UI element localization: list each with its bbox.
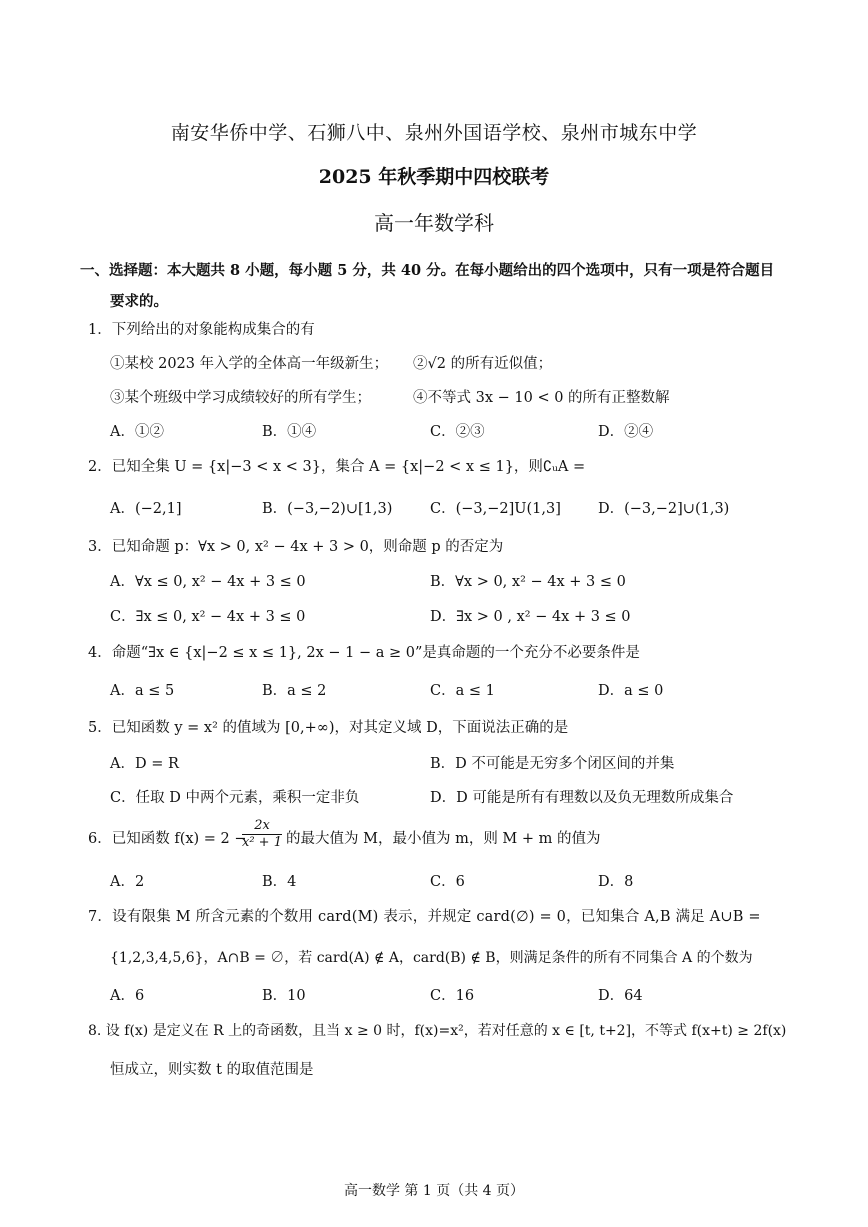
q4-option-c: C．a ≤ 1	[430, 683, 495, 699]
school-names: 南安华侨中学、石狮八中、泉州外国语学校、泉州市城东中学	[170, 122, 698, 144]
q1-item-4: ④不等式 3x − 10 < 0 的所有正整数解	[413, 390, 670, 406]
q5-option-b: B．D 不可能是无穷多个闭区间的并集	[430, 756, 675, 772]
q3-option-a: A．∀x ≤ 0, x² − 4x + 3 ≤ 0	[110, 574, 306, 590]
q6-stem-post: 的最大值为 M，最小值为 m，则 M + m 的值为	[286, 831, 601, 847]
q6-stem-pre: 6．已知函数 f(x) = 2 −	[88, 831, 247, 847]
subject-title: 高一年数学科	[374, 211, 494, 235]
q6-fraction	[242, 818, 282, 851]
q1-item-2: ②√2 的所有近似值；	[413, 356, 553, 372]
q7-option-b: B．10	[262, 988, 306, 1004]
q2-option-b: B．(−3,−2)∪[1,3)	[262, 501, 393, 517]
q6-fraction-numerator: 2x	[242, 818, 282, 835]
q1-item-1: ①某校 2023 年入学的全体高一年级新生；	[110, 356, 389, 372]
q1-option-a: A．①②	[110, 424, 164, 440]
exam-title: 2025 年秋季期中四校联考	[318, 166, 550, 188]
section-line-1: 一、选择题：本大题共 8 小题，每小题 5 分，共 40 分。在每小题给出的四个选项中，只有一项是符合题目	[80, 262, 775, 279]
q3-option-d: D．∃x > 0 , x² − 4x + 3 ≤ 0	[430, 609, 631, 625]
q2-option-c: C．(−3,−2]U(1,3]	[430, 501, 561, 517]
q2-option-a: A．(−2,1]	[110, 501, 182, 517]
q5-option-a: A．D = R	[110, 756, 179, 772]
q5-option-d: D．D 可能是所有有理数以及负无理数所成集合	[430, 790, 734, 806]
page-footer: 高一数学 第 1 页（共 4 页）	[343, 1183, 525, 1199]
section-heading	[80, 255, 800, 317]
q7-line-2: {1,2,3,4,5,6}，A∩B = ∅，若 card(A) ∉ A，card(B) ∉ B，则满足条件的所有不同集合 A 的个数为	[110, 950, 753, 966]
q6-option-c: C．6	[430, 874, 465, 890]
q6-option-d: D．8	[598, 874, 634, 890]
q4-option-d: D．a ≤ 0	[598, 683, 664, 699]
q1-option-c: C．②③	[430, 424, 485, 440]
q3-option-b: B．∀x > 0, x² − 4x + 3 ≤ 0	[430, 574, 626, 590]
q1-option-d: D．②④	[598, 424, 654, 440]
q4-option-b: B．a ≤ 2	[262, 683, 327, 699]
q1-stem: 1．下列给出的对象能构成集合的有	[88, 322, 315, 338]
q2-option-d: D．(−3,−2]∪(1,3)	[598, 501, 730, 517]
q6-fraction-denominator: x² + 1	[242, 835, 282, 850]
q8-line-1: 8. 设 f(x) 是定义在 R 上的奇函数，且当 x ≥ 0 时，f(x)=x²，若对任意的 x ∈ [t, t+2]，不等式 f(x+t) ≥ 2f(x)	[88, 1023, 787, 1039]
q7-option-c: C．16	[430, 988, 475, 1004]
q1-item-3: ③某个班级中学习成绩较好的所有学生；	[110, 390, 371, 406]
q4-option-a: A．a ≤ 5	[110, 683, 175, 699]
q8-line-2: 恒成立，则实数 t 的取值范围是	[110, 1062, 314, 1078]
q5-option-c: C．任取 D 中两个元素，乘积一定非负	[110, 790, 360, 806]
q3-stem: 3．已知命题 p：∀x > 0, x² − 4x + 3 > 0，则命题 p 的否定为	[88, 539, 504, 555]
q2-stem: 2．已知全集 U = {x|−3 < x < 3}，集合 A = {x|−2 < x ≤ 1}，则∁ᵤA =	[88, 459, 586, 475]
section-line-2: 要求的。	[110, 293, 168, 310]
q7-line-1: 7．设有限集 M 所含元素的个数用 card(M) 表示，并规定 card(∅) = 0，已知集合 A,B 满足 A∪B =	[88, 909, 761, 925]
q6-option-a: A．2	[110, 874, 145, 890]
q6-option-b: B．4	[262, 874, 297, 890]
q7-option-d: D．64	[598, 988, 643, 1004]
q7-option-a: A．6	[110, 988, 145, 1004]
q3-option-c: C．∃x ≤ 0, x² − 4x + 3 ≤ 0	[110, 609, 306, 625]
q1-option-b: B．①④	[262, 424, 317, 440]
q5-stem: 5．已知函数 y = x² 的值域为 [0,+∞)，对其定义域 D，下面说法正确的是	[88, 720, 569, 736]
q4-stem: 4．命题“∃x ∈ {x|−2 ≤ x ≤ 1}, 2x − 1 − a ≥ 0”是真命题的一个充分不必要条件是	[88, 645, 640, 661]
